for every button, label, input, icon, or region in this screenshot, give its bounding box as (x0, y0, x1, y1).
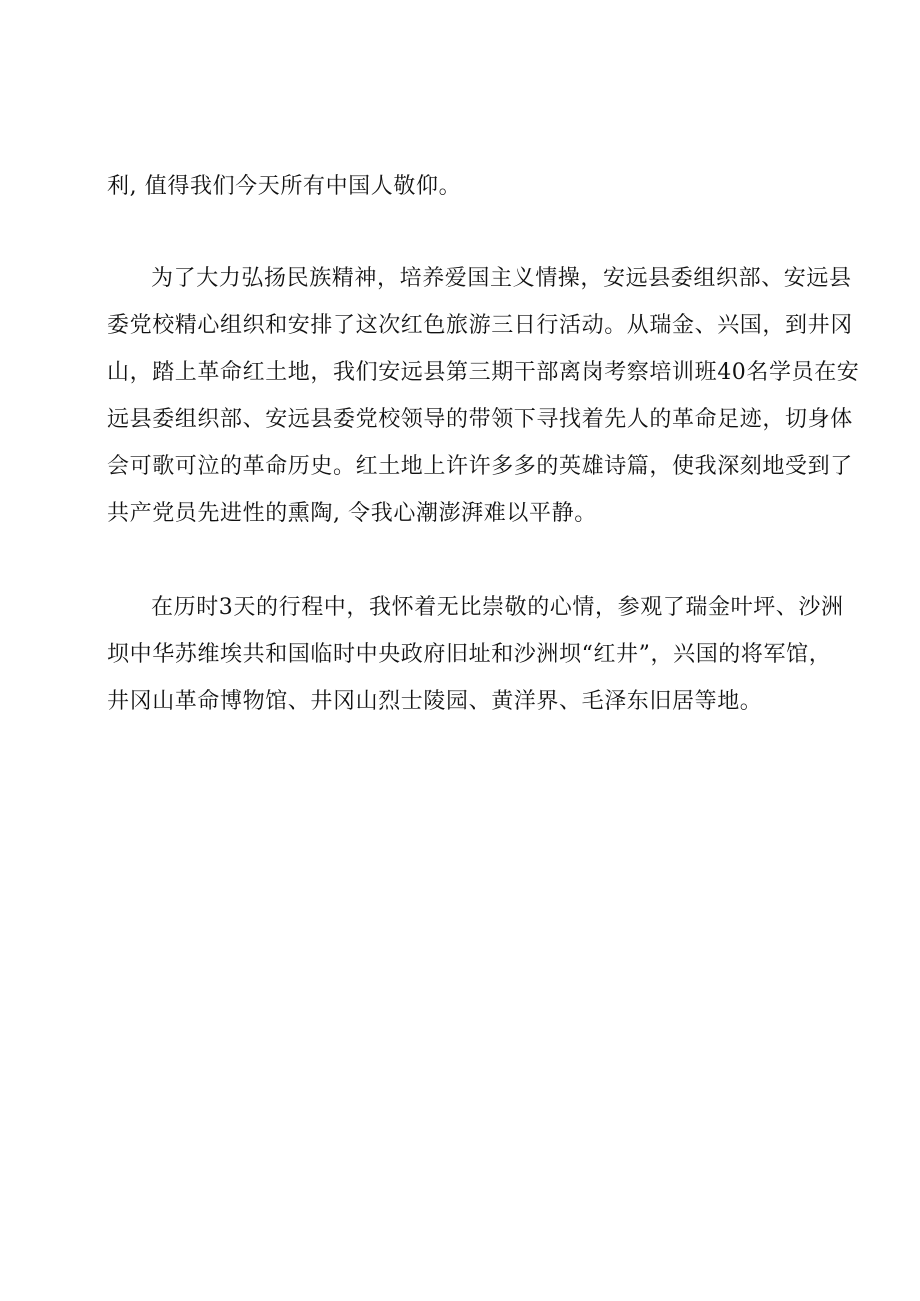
paragraph-line: 共产党员先进性的熏陶, 令我心潮澎湃难以平静。 (107, 501, 597, 526)
paragraph-line: 井冈山革命博物馆、井冈山烈士陵园、黄洋界、毛泽东旧居等地。 (107, 689, 763, 714)
paragraph-line: 在历时3天的行程中，我怀着无比崇敬的心情，参观了瑞金叶坪、沙洲 (151, 595, 844, 620)
paragraph-line: 会可歌可泣的革命历史。红土地上许许多多的英雄诗篇，使我深刻地受到了 (107, 454, 853, 479)
paragraph-line: 山，踏上革命红土地，我们安远县第三期干部离岗考察培训班40名学员在安 (107, 360, 860, 385)
paragraph-line: 委党校精心组织和安排了这次红色旅游三日行活动。从瑞金、兴国，到井冈 (107, 313, 853, 338)
paragraph-line: 利, 值得我们今天所有中国人敬仰。 (107, 174, 462, 199)
paragraph-line: 为了大力弘扬民族精神，培养爱国主义情操，安远县委组织部、安远县 (151, 266, 852, 291)
paragraph-line: 远县委组织部、安远县委党校领导的带领下寻找着先人的革命足迹，切身体 (107, 407, 853, 432)
paragraph-line: 坝中华苏维埃共和国临时中央政府旧址和沙洲坝“红井”，兴国的将军馆， (107, 642, 832, 667)
